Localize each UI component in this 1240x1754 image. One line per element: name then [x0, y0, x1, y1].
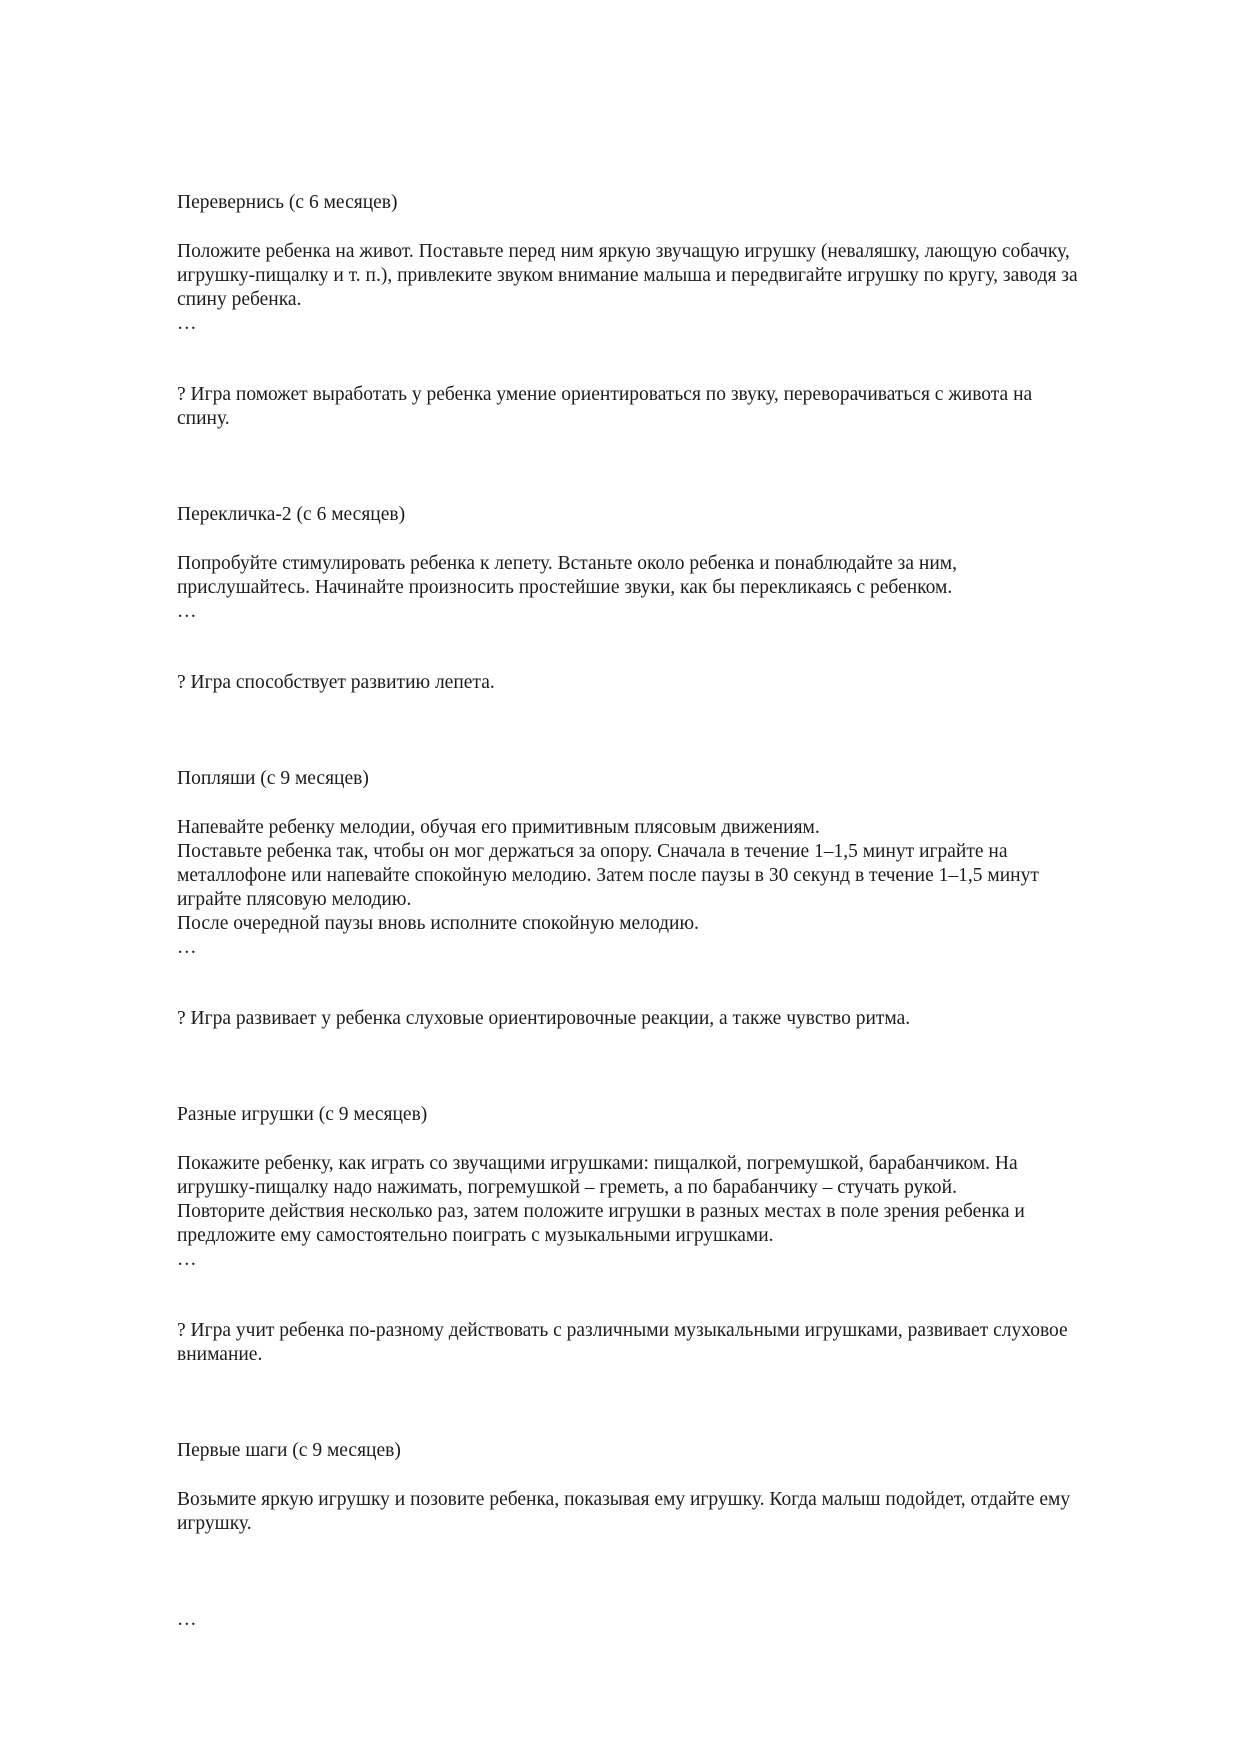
- note-line: внимание.: [177, 1344, 263, 1365]
- body-line: игрушку-пищалку и т. п.), привлеките звуком внимание малыша и передвигайте игрушку по кругу, заводя за: [177, 265, 1078, 286]
- body-line: Напевайте ребенку мелодии, обучая его примитивным плясовым движениям.: [177, 817, 820, 838]
- ellipsis: …: [177, 937, 197, 958]
- game-title: Перекличка-2 (с 6 месяцев): [177, 504, 406, 525]
- note-line: спину.: [177, 408, 230, 429]
- body-line: Положите ребенка на живот. Поставьте перед ним яркую звучащую игрушку (неваляшку, лающую собачку,: [177, 241, 1070, 262]
- body-line: Покажите ребенку, как играть со звучащими игрушками: пищалкой, погремушкой, барабанчиком. На: [177, 1153, 1018, 1174]
- body-line: Повторите действия несколько раз, затем положите игрушки в разных местах в поле зрения ребенка и: [177, 1201, 1025, 1222]
- body-line: После очередной паузы вновь исполните спокойную мелодию.: [177, 913, 699, 934]
- body-line: спину ребенка.: [177, 289, 302, 310]
- ellipsis: …: [177, 313, 197, 334]
- note-line: ? Игра способствует развитию лепета.: [177, 672, 495, 693]
- body-line: Поставьте ребенка так, чтобы он мог держаться за опору. Сначала в течение 1–1,5 минут играйте на: [177, 841, 1008, 862]
- body-line: играйте плясовую мелодию.: [177, 889, 412, 910]
- ellipsis: …: [177, 1249, 197, 1270]
- game-title: Разные игрушки (с 9 месяцев): [177, 1104, 428, 1125]
- note-line: ? Игра развивает у ребенка слуховые ориентировочные реакции, а также чувство ритма.: [177, 1008, 911, 1029]
- body-line: игрушку.: [177, 1513, 252, 1534]
- body-line: предложите ему самостоятельно поиграть с музыкальными игрушками.: [177, 1225, 774, 1246]
- body-line: металлофоне или напевайте спокойную мелодию. Затем после паузы в 30 секунд в течение 1–1,5 минут: [177, 865, 1039, 886]
- note-line: ? Игра учит ребенка по-разному действовать с различными музыкальными игрушками, развивает слуховое: [177, 1320, 1068, 1341]
- game-title: Попляши (с 9 месяцев): [177, 768, 369, 789]
- body-line: игрушку-пищалку надо нажимать, погремушкой – греметь, а по барабанчику – стучать рукой.: [177, 1177, 957, 1198]
- ellipsis: …: [177, 601, 197, 622]
- ellipsis: …: [177, 1609, 197, 1630]
- game-title: Первые шаги (с 9 месяцев): [177, 1440, 401, 1461]
- game-title: Перевернись (с 6 месяцев): [177, 192, 398, 213]
- note-line: ? Игра поможет выработать у ребенка умение ориентироваться по звуку, переворачиваться с живота на: [177, 384, 1033, 405]
- body-line: Возьмите яркую игрушку и позовите ребенка, показывая ему игрушку. Когда малыш подойдет, отдайте ему: [177, 1489, 1071, 1510]
- body-line: прислушайтесь. Начинайте произносить простейшие звуки, как бы перекликаясь с ребенком.: [177, 577, 953, 598]
- body-line: Попробуйте стимулировать ребенка к лепету. Встаньте около ребенка и понаблюдайте за ним,: [177, 553, 957, 574]
